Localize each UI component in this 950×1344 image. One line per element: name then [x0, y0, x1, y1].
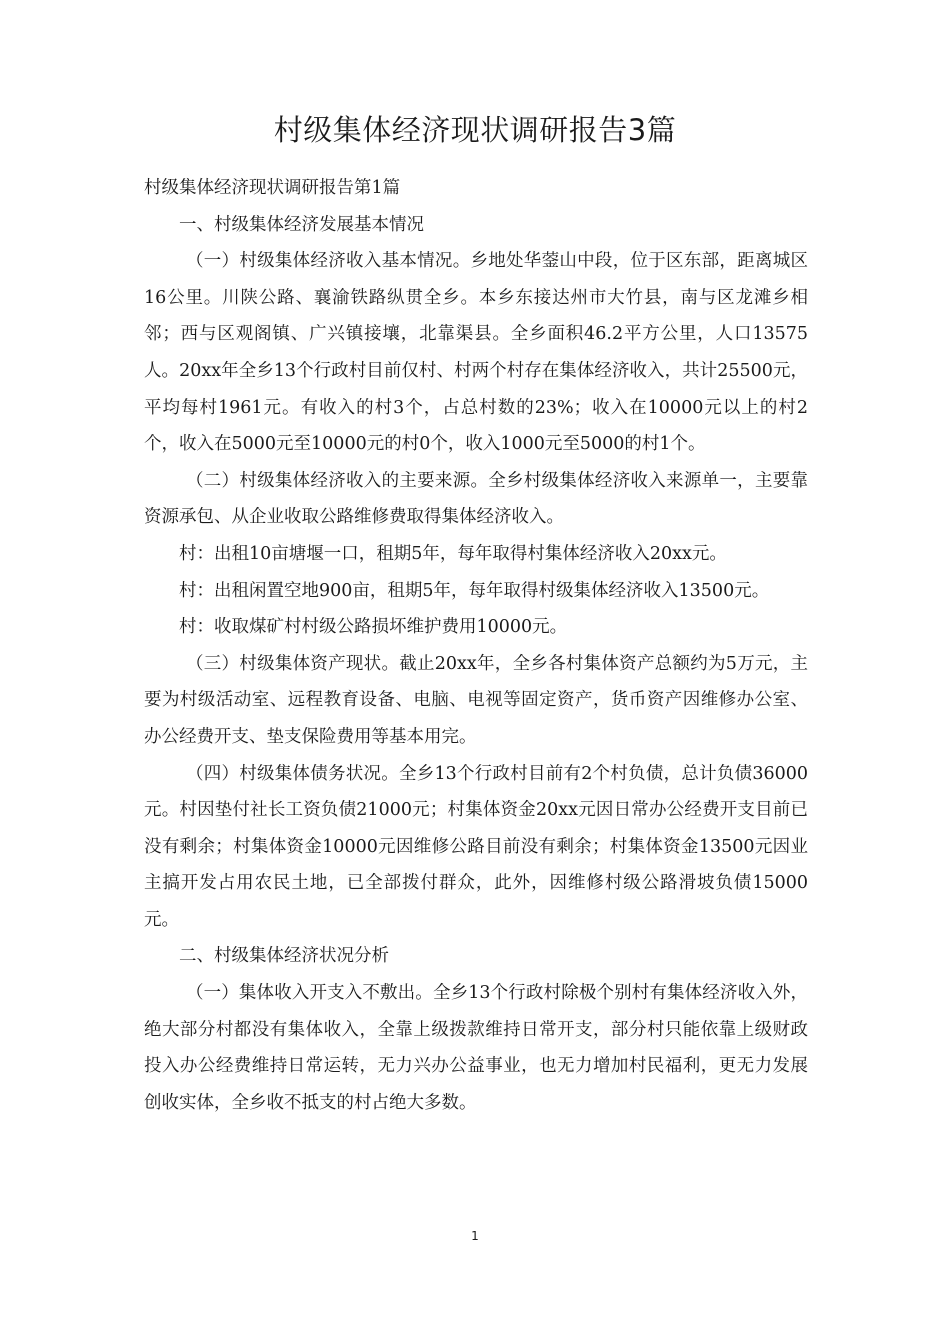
body-paragraph: （一）集体收入开支入不敷出。全乡13个行政村除极个别村有集体经济收入外，绝大部分村都没有集体收入，全靠上级拨款维持日常开支，部分村只能依靠上级财政投入办公经费维持日常运转，无力兴办公益事业，也无力增加村民福利，更无力发展创收实体，全乡收不抵支的村占绝大多数。 — [144, 983, 808, 1113]
body-paragraph: （四）村级集体债务状况。全乡13个行政村目前有2个村负债，总计负债36000元。村因垫付社长工资负债21000元；村集体资金20xx元因日常办公经费开支目前已没有剩余；村集体资金10000元因维修公路目前没有剩余；村集体资金13500元因业主搞开发占用农民土地，已全部拨付群众，此外，因维修村级公路滑坡负债15000元。 — [144, 763, 808, 930]
part-heading: 二、村级集体经济状况分析 — [179, 946, 389, 967]
body-paragraph: 村：收取煤矿村村级公路损坏维护费用10000元。 — [179, 617, 568, 638]
section-heading: 村级集体经济现状调研报告第1篇 — [144, 178, 401, 198]
body-paragraph: （三）村级集体资产现状。截止20xx年，全乡各村集体资产总额约为5万元，主要为村级活动室、远程教育设备、电脑、电视等固定资产，货币资产因维修办公室、办公经费开支、垫支保险费用等基本用完。 — [144, 653, 808, 747]
body-paragraph: 村：出租闲置空地900亩，租期5年，每年取得村级集体经济收入13500元。 — [179, 580, 770, 601]
document-title: 村级集体经济现状调研报告3篇 — [273, 113, 677, 147]
part-heading: 一、村级集体经济发展基本情况 — [179, 214, 424, 235]
page-number: 1 — [471, 1229, 479, 1243]
body-paragraph: （一）村级集体经济收入基本情况。乡地处华蓥山中段，位于区东部，距离城区16公里。川陕公路、襄渝铁路纵贯全乡。本乡东接达州市大竹县，南与区龙滩乡相邻；西与区观阁镇、广兴镇接壤，北靠渠县。全乡面积46.2平方公里，人口13575人。20xx年全乡13个行政村目前仅村、村两个村存在集体经济收入，共计25500元，平均每村1961元。有收入的村3个，占总村数的23%；收入在10000元以上的村2个，收入在5000元至10000元的村0个，收入1000元至5000的村1个。 — [144, 251, 808, 455]
body-paragraph: （二）村级集体经济收入的主要来源。全乡村级集体经济收入来源单一，主要靠资源承包、从企业收取公路维修费取得集体经济收入。 — [144, 470, 808, 528]
document-body — [144, 170, 808, 1121]
body-paragraph: 村：出租10亩塘堰一口，租期5年，每年取得村集体经济收入20xx元。 — [179, 543, 727, 564]
